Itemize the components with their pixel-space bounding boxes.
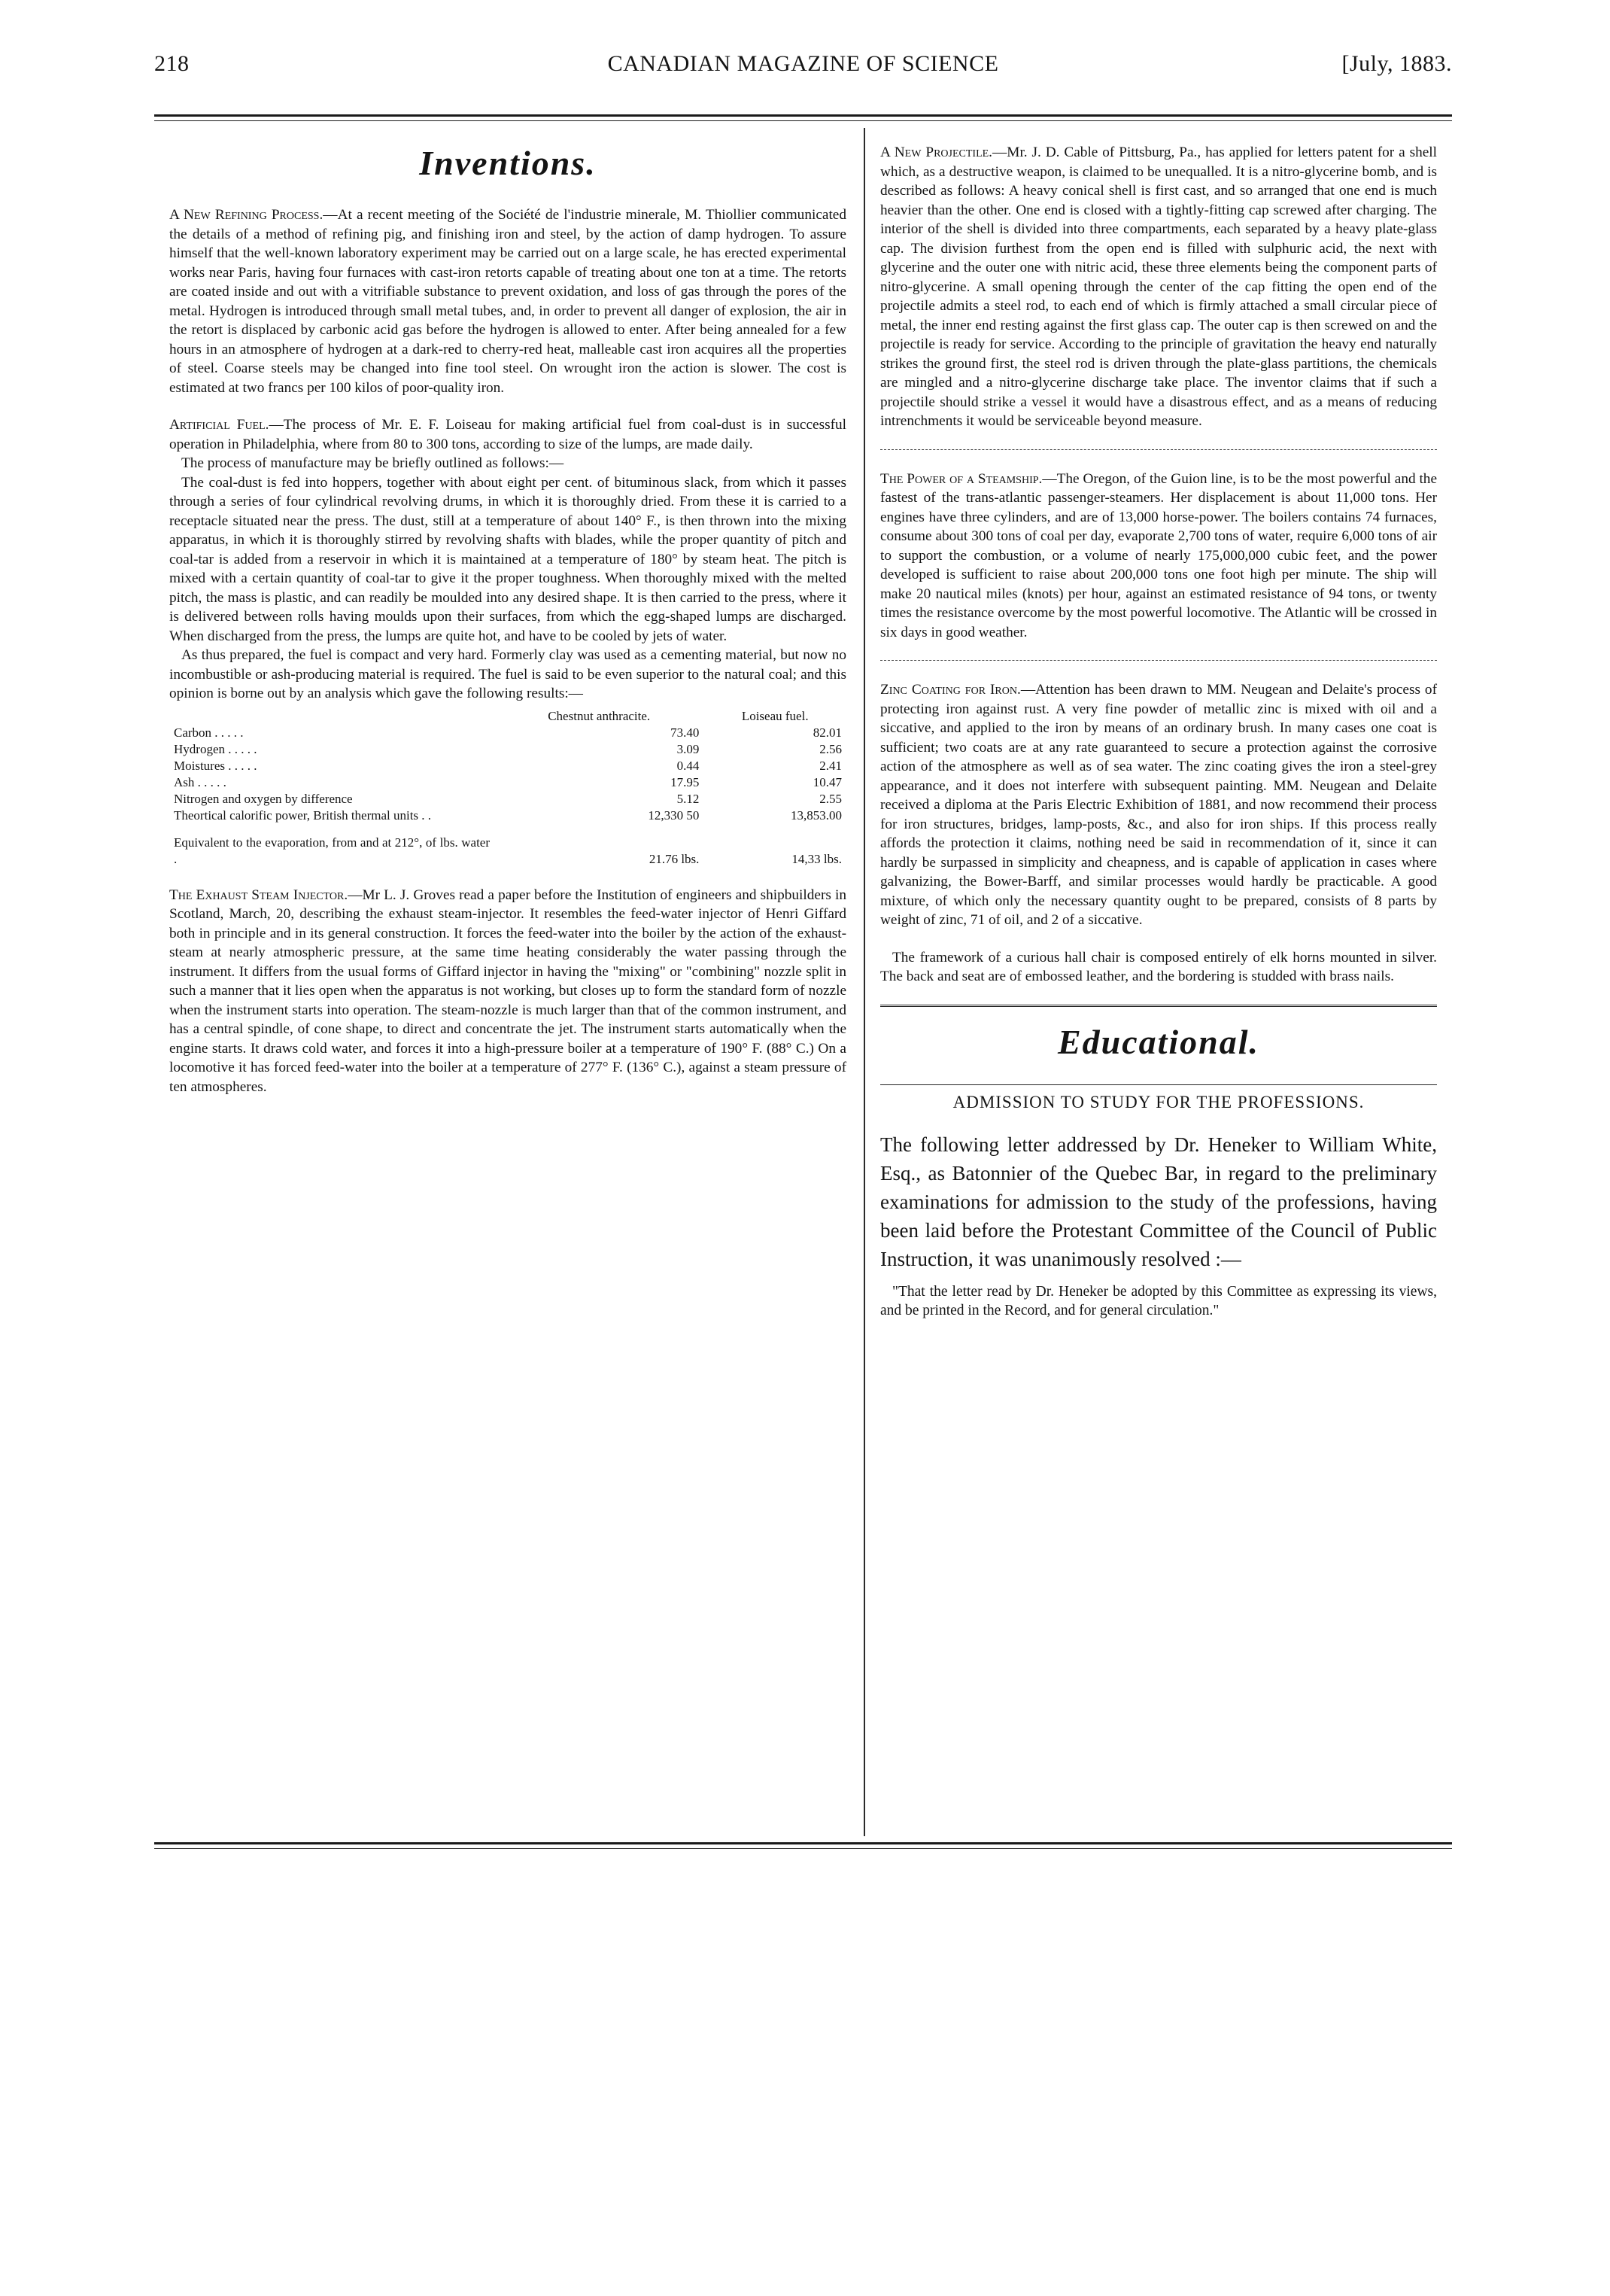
- article-text: —Mr L. J. Groves read a paper before the Institution of engineers and shipbuilders in Scotland, March, 20, describing the exhaust steam-injector. It resembles the feed-water injector of Henri Giffard both in principle and in its general construction. It forces the feed-water into the boiler by the action of the exhaust-steam at nearly atmospheric pressure, at the same time heating considerably the water passing through the instrument. It differs from the usual forms of Giffard injector in having the "mixing" or "combining" nozzle split in such a manner that it lies open when the apparatus is not working, but closes up to form the standard form of nozzle when the instrument starts into operation. The steam-nozzle is much larger than that of the common instrument, and has a central spindle, of cone shape, to direct and concentrate the jet. The instrument starts automatically when the engine starts. It draws cold water, and forces it into a high-pressure boiler at a temperature of 190° F. (88° C.) On a locomotive it has forced feed-water into the boiler at a temperature of 277° F. (136° C.), against a steam pressure of ten atmospheres.: [169, 886, 846, 1095]
- article-zinc: [880, 680, 1437, 930]
- table-row: [169, 791, 846, 807]
- article-heading: A New Refining Process.: [169, 207, 324, 223]
- running-header: [154, 51, 1452, 87]
- article-refining: [169, 205, 846, 397]
- cell-anthracite: 3.09: [676, 741, 700, 756]
- cell-anthracite: 17.95: [670, 774, 700, 789]
- table-header: Chestnut anthracite.: [548, 708, 651, 723]
- article-paragraph: As thus prepared, the fuel is compact and very hard. Formerly clay was used as a cementing material, but now no incombustible or ash-producing material is required. The fuel is said to be even superior to the natural coal; and this opinion is borne out by an analysis which gave the following results:—: [169, 647, 846, 701]
- article-text: —The process of Mr. E. F. Loiseau for making artificial fuel from coal-dust is in successful operation in Philadelphia, where from 80 to 300 tons, according to size of the lumps, are made daily.: [169, 417, 846, 452]
- page-number: 218: [154, 51, 190, 76]
- table-header: Loiseau fuel.: [741, 708, 809, 723]
- table-row: [169, 807, 846, 824]
- row-label: Hydrogen . . . . .: [174, 741, 257, 756]
- article-heading: The Power of a Steamship.: [880, 470, 1043, 487]
- cell-anthracite: 21.76 lbs.: [649, 851, 700, 866]
- row-label: Theortical calorific power, British thermal units . .: [174, 807, 432, 823]
- article-heading: Zinc Coating for Iron.: [880, 682, 1021, 698]
- cell-anthracite: 12,330 50: [648, 807, 700, 823]
- row-label: Moistures . . . . .: [174, 758, 257, 773]
- row-label: Carbon . . . . .: [174, 725, 244, 740]
- bottom-rule-thin: [154, 1848, 1452, 1849]
- table-row: [169, 824, 846, 868]
- article-separator: [880, 449, 1437, 450]
- educational-body: The following letter addressed by Dr. Heneker to William White, Esq., as Batonnier of the Quebec Bar, in regard to the preliminary examinations for admission to the study of the professions, having been laid before the Protestant Committee of the Council of Public Instruction, it was unanimously resolved :—: [880, 1133, 1437, 1270]
- row-label: Ash . . . . .: [174, 774, 226, 789]
- article-text: —At a recent meeting of the Société de l'industrie minerale, M. Thiollier communicated the details of a method of refining pig, and finishing iron and steel, by the action of damp hydrogen. To assure himself that the well-known laboratory experiment may be carried out on a large scale, he has erected experimental works near Paris, having four furnaces with cast-iron retorts capable of treating about one ton at a time. The retorts are coated inside and out with a vitrifiable substance to prevent oxidation, and loss of gas through the pores of the metal. Hydrogen is introduced through small metal tubes, and, in order to prevent all danger of explosion, the air in the retort is displaced by carbonic acid gas before the hydrogen is allowed to enter. After being annealed for a few hours in an atmosphere of hydrogen at a dark-red to cherry-red heat, malleable cast iron acquires all the properties of steel. Coarse steels may be changed into fine tool steel. On wrought iron the action is slower. The cost is estimated at two francs per 100 kilos of poor-quality iron.: [169, 207, 846, 396]
- right-column: [880, 128, 1437, 1321]
- issue-date: [July, 1883.: [1341, 51, 1452, 76]
- inventions-title: Inventions.: [419, 144, 597, 182]
- article-heading: The Exhaust Steam Injector.: [169, 886, 348, 903]
- table-row: [169, 774, 846, 791]
- educational-resolution: "That the letter read by Dr. Heneker be adopted by this Committee as expressing its views, and be printed in the Record, and for general circulation.": [880, 1283, 1437, 1318]
- cell-anthracite: 5.12: [676, 791, 700, 806]
- table-row: [169, 758, 846, 774]
- article-chair: [880, 948, 1437, 987]
- left-column: [169, 128, 846, 1115]
- cell-loiseau: 82.01: [813, 725, 842, 740]
- cell-anthracite: 73.40: [670, 725, 700, 740]
- educational-title: Educational.: [1057, 1022, 1260, 1061]
- table-row: [169, 741, 846, 758]
- row-label: Nitrogen and oxygen by difference: [174, 791, 353, 806]
- article-paragraph: The coal-dust is fed into hoppers, together with about eight per cent. of bituminous slack, from which it passes through a series of four cylindrical revolving drums, in which it is thoroughly dried. From these it is carried to a receptacle situated near the press. The dust, still at a temperature of about 140° F., is then thrown into the mixing apparatus, in which it is thoroughly stirred by revolving shafts with blades, while the proper quantity of pitch and coal-tar is added from a reservoir in which it is maintained at a temperature of 180° by steam heat. The pitch is mixed with a certain quantity of coal-tar to give it the proper toughness. When thoroughly mixed with the melted pitch, the mass is plastic, and can readily be moulded into any desired shape. It is then carried to the press, where it is delivered between rolls having moulds upon their surfaces, from which the egg-shaped lumps are discharged. When discharged from the press, the lumps are quite hot, and have to be cooled by jets of water.: [169, 474, 846, 644]
- cell-loiseau: 2.55: [819, 791, 842, 806]
- article-paragraph: The process of manufacture may be briefly outlined as follows:—: [181, 455, 564, 471]
- cell-anthracite: 0.44: [676, 758, 700, 773]
- table-row: [169, 725, 846, 741]
- bottom-double-rule: [154, 1842, 1452, 1844]
- cell-loiseau: 13,853.00: [791, 807, 842, 823]
- top-double-rule: [154, 114, 1452, 117]
- row-label: Equivalent to the evaporation, from and at 212°, of lbs. water .: [174, 835, 490, 866]
- article-text: The framework of a curious hall chair is composed entirely of elk horns mounted in silver. The back and seat are of embossed leather, and the bordering is studded with brass nails.: [880, 949, 1437, 984]
- article-text: —Mr. J. D. Cable of Pittsburg, Pa., has applied for letters patent for a shell which, as a destructive weapon, is claimed to be unequalled. It is a nitro-glycerine bomb, and is described as follows: A heavy conical shell is first cast, and so arranged that one end is much heavier than the other. One end is closed with a tightly-fitting cap screwed after charging. The interior of the shell is divided into three compartments, each separated by a heavy plate-glass cap. The division furthest from the open end is filled with sulphuric acid, the next with glycerine and the outer one with nitric acid, these three elements being the component parts of nitro-glycerine. A small opening through the center of the cap fitting the open end of the projectile admits a steel rod, to each end of which is firmly attached a small circular piece of metal, the inner end resting against the first glass cap. The outer cap is then screwed on and the projectile is ready for service. According to the principle of gravitation the heavy end naturally strikes the ground first, the steel rod is driven through the plate-glass partitions, the chemicals are mingled and a nitro-glycerine discharge take place. The inventor claims that if such a projectile should strike a vessel it would have a disastrous effect, and as a means of reducing intrenchments it would be serviceable beyond measure.: [880, 144, 1438, 429]
- article-text: —Attention has been drawn to MM. Neugean and Delaite's process of protecting iron against rust. A very fine powder of metallic zinc is mixed with oil and a siccative, and applied to the iron by means of an ordinary brush. In many cases one coat is sufficient; two coats are at any rate guaranteed to secure a protection against the corrosive action of the atmosphere as well as of sea water. The zinc coating gives the iron a steel-grey appearance, and it does not interfere with subsequent painting. MM. Neugean and Delaite received a diploma at the Paris Electric Exhibition of 1881, and now recommend their process for iron structures, bridges, lamp-posts, &c., and also for iron ships. If this process really affords the protection it claims, nothing need be said in recommendation of it, since it can hardly be surpassed in simplicity and cheapness, and is capable of application in cases where galvanizing, the Bower-Barff, and similar processes would hardly be practicable. A good mixture, of which only the necessary quantity ought to be prepared, consists of 8 parts by weight of zinc, 71 of oil, and 2 of a siccative.: [880, 682, 1437, 928]
- article-fuel: [169, 415, 846, 868]
- educational-subheading: ADMISSION TO STUDY FOR THE PROFESSIONS.: [952, 1092, 1365, 1112]
- fuel-analysis-table: [169, 708, 846, 868]
- title-rule: [880, 1084, 1437, 1085]
- top-rule-thin: [154, 120, 1452, 121]
- article-projectile: [880, 143, 1437, 431]
- cell-loiseau: 10.47: [813, 774, 842, 789]
- section-separator: [880, 1005, 1437, 1007]
- article-heading: A New Projectile.: [880, 144, 993, 160]
- article-text: —The Oregon, of the Guion line, is to be the most powerful and the fastest of the trans-atlantic passenger-steamers. Her displacement is about 11,000 tons. Her engines have three cylinders, and are of 13,000 horse-power. The boilers contains 74 furnaces, consume about 300 tons of coal per day, evaporate 2,700 tons of water, require 6,000 tons of air to support the combustion, or a volume of nearly 175,000,000 cubic feet, and the power developed is sufficient to raise about 200,000 tons one foot high per minute. The ship will make 20 nautical miles (knots) per hour, against an estimated resistance of 94 tons, or twenty times the resistance overcome by the most powerful locomotive. The Atlantic will be crossed in six days in good weather.: [880, 470, 1438, 640]
- magazine-title: CANADIAN MAGAZINE OF SCIENCE: [607, 51, 999, 76]
- article-heading: Artificial Fuel.: [169, 417, 269, 433]
- article-injector: [169, 886, 846, 1097]
- cell-loiseau: 2.41: [819, 758, 842, 773]
- column-divider: [864, 128, 865, 1836]
- cell-loiseau: 14,33 lbs.: [791, 851, 842, 866]
- cell-loiseau: 2.56: [819, 741, 842, 756]
- article-separator: [880, 660, 1437, 661]
- article-steamship: [880, 470, 1437, 643]
